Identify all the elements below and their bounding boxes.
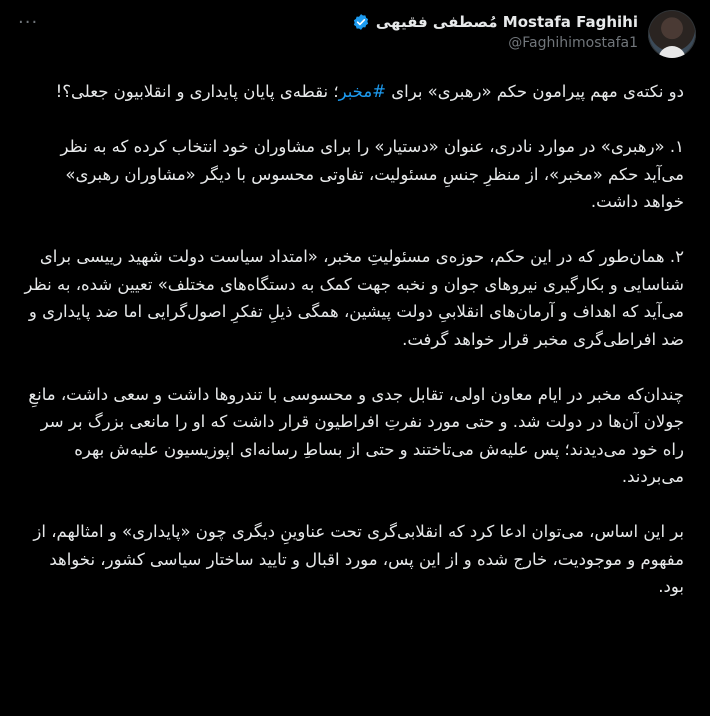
- tweet-text: [20, 78, 684, 628]
- author-handle[interactable]: @Faghihimostafa1: [508, 35, 638, 51]
- tweet-paragraph-title: [20, 78, 684, 106]
- author-info: [352, 10, 638, 51]
- tweet-paragraph-3: چندان‌که مخبر در ایام معاون اولی، تقابل جدی و محسوسی با تندروها داشت و سعی داشت، مانعِ جولان آن‌ها در دولت شد. و حتی مورد نفرتِ افراطیون قرار داشت که او را مانعی بزرگ بر سر راه خود می‌دیدند؛ پس علیه‌ش می‌تاختند و حتی از بساطِ رسانه‌ای اپوزیسیون علیه‌ش بهره می‌بردند.: [23, 384, 684, 486]
- title-text-post: ؛ نقطه‌ی پایان پایداری و انقلابیون جعلی؟!: [55, 82, 339, 101]
- more-options-button[interactable]: ···: [18, 12, 39, 33]
- author-name-row: [352, 13, 638, 31]
- hashtag-link[interactable]: #مخبر: [338, 82, 386, 101]
- tweet-paragraph-1: ۱. «رهبری» در موارد نادری، عنوان «دستیار» را برای مشاوران خود انتخاب کرده که به نظر می‌آید حکم «مخبر»، از منظرِ جنسِ مسئولیت، تفاوتی محسوس با دیگر «مشاوران رهبری» خواهد داشت.: [55, 137, 684, 211]
- verified-badge-icon: [352, 13, 370, 31]
- author-display-name[interactable]: مُصطفی فقیهی Mostafa Faghihi: [375, 13, 638, 31]
- tweet-paragraph-2: ۲. همان‌طور که در این حکم، حوزه‌ی مسئولیتِ مخبر، «امتداد سیاست دولت شهید رییسی برای شناسایی و بکارگیری نیروهای جوان و نخبه جهت کمک به دستگاه‌های مختلف» تعیین شده، به نظر می‌آید که اهداف و آرمان‌های انقلابیِ دولت پیشین، همگی ذیلِ تفکرِ اصول‌گرایی اما ضد پایداری و ضد افراطی‌گری مخبر قرار خواهد گرفت.: [19, 247, 684, 349]
- tweet-paragraph-4: بر این اساس، می‌توان ادعا کرد که انقلابی‌گری تحت عناوینِ دیگری چون «پایداری» و امثالهم، از مفهوم و موجودیت، خارج شده و از این پس، مورد اقبال و تایید ساختار سیاسی کشور، نخواهد بود.: [28, 522, 684, 596]
- tweet-header: [352, 10, 696, 58]
- title-text-pre: دو نکته‌ی مهم پیرامون حکم «رهبری» برای: [386, 82, 684, 101]
- verified-badge-icon-svg: [352, 13, 370, 31]
- avatar[interactable]: [648, 10, 696, 58]
